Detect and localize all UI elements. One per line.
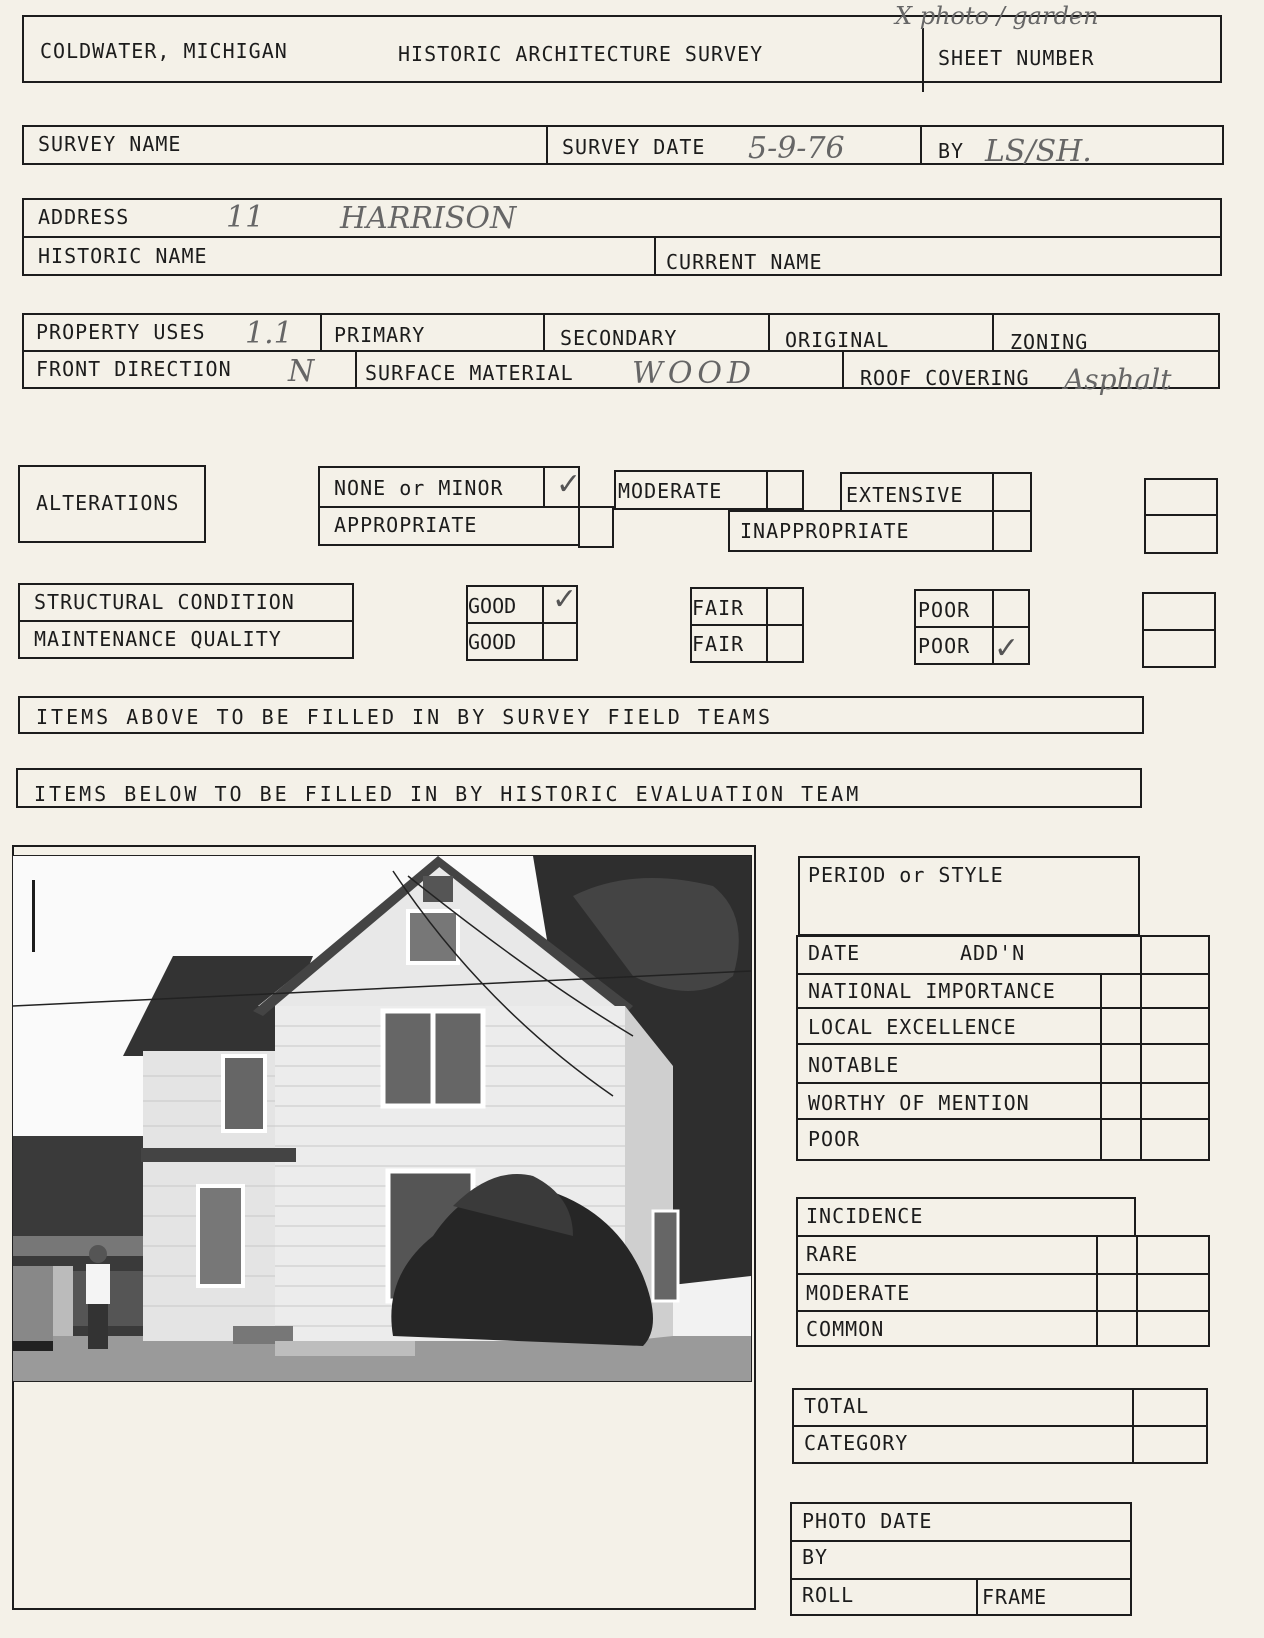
rating-poor: POOR: [808, 1127, 861, 1151]
alteration-none-minor: NONE or MINOR: [334, 476, 504, 500]
rating-local-excellence: LOCAL EXCELLENCE: [808, 1015, 1017, 1039]
primary-label: PRIMARY: [334, 323, 426, 347]
date-label: DATE: [808, 941, 861, 965]
incidence-moderate: MODERATE: [806, 1281, 911, 1305]
survey-date-label: SURVEY DATE: [562, 135, 706, 159]
total-label: TOTAL: [804, 1394, 870, 1418]
maintenance-poor: POOR: [918, 634, 971, 658]
period-style-label: PERIOD or STYLE: [808, 863, 1004, 887]
evaluation-team-text: ITEMS BELOW TO BE FILLED IN BY HISTORIC EVALUATION TEAM: [34, 782, 862, 806]
incidence-common: COMMON: [806, 1317, 885, 1341]
address-number: 11: [226, 200, 265, 235]
original-label: ORIGINAL: [785, 328, 890, 352]
survey-by-value: LS/SH.: [985, 134, 1092, 169]
maintenance-fair: FAIR: [692, 632, 745, 656]
structural-good: GOOD: [468, 594, 517, 618]
roof-covering-label: ROOF COVERING: [860, 366, 1030, 390]
alterations-label: ALTERATIONS: [36, 491, 180, 515]
structural-poor: POOR: [918, 598, 971, 622]
sheet-number-label: SHEET NUMBER: [938, 46, 1095, 70]
historic-name-label: HISTORIC NAME: [38, 244, 208, 268]
address-label: ADDRESS: [38, 205, 130, 229]
survey-title: HISTORIC ARCHITECTURE SURVEY: [398, 42, 764, 66]
top-note: X photo / garden: [895, 2, 1099, 30]
photo-date-label: PHOTO DATE: [802, 1509, 933, 1533]
rating-worthy-of-mention: WORTHY OF MENTION: [808, 1091, 1030, 1115]
house-photo: [12, 855, 752, 1382]
check-structural-good: ✓: [552, 582, 578, 617]
roof-covering-value: Asphalt: [1064, 363, 1172, 396]
rating-notable: NOTABLE: [808, 1053, 900, 1077]
incidence-rare: RARE: [806, 1242, 859, 1266]
survey-by-label: BY: [938, 139, 965, 163]
alteration-inappropriate: INAPPROPRIATE: [740, 519, 910, 543]
property-uses-label: PROPERTY USES: [36, 320, 206, 344]
field-teams-text: ITEMS ABOVE TO BE FILLED IN BY SURVEY FIELD TEAMS: [36, 705, 774, 729]
current-name-label: CURRENT NAME: [666, 250, 823, 274]
photo-by-label: BY: [802, 1545, 829, 1569]
city-label: COLDWATER, MICHIGAN: [40, 39, 288, 63]
survey-name-label: SURVEY NAME: [38, 132, 182, 156]
roll-label: ROLL: [802, 1583, 855, 1607]
alteration-moderate: MODERATE: [618, 479, 723, 503]
alteration-extensive: EXTENSIVE: [846, 483, 964, 507]
address-street: HARRISON: [340, 201, 517, 236]
secondary-label: SECONDARY: [560, 326, 678, 350]
check-none-minor: ✓: [556, 467, 582, 502]
check-maintenance-poor: ✓: [994, 631, 1020, 666]
surface-material-value: WOOD: [632, 356, 757, 391]
category-label: CATEGORY: [804, 1431, 909, 1455]
maintenance-good: GOOD: [468, 630, 517, 654]
zoning-label: ZONING: [1010, 330, 1089, 354]
addn-label: ADD'N: [960, 941, 1026, 965]
structural-condition-label: STRUCTURAL CONDITION: [34, 590, 295, 614]
structural-fair: FAIR: [692, 596, 745, 620]
rating-national-importance: NATIONAL IMPORTANCE: [808, 979, 1056, 1003]
front-direction-value: N: [288, 354, 315, 389]
incidence-label: INCIDENCE: [806, 1204, 924, 1228]
survey-date-value: 5-9-76: [748, 131, 845, 166]
property-uses-value: 1.1: [245, 316, 293, 351]
alteration-appropriate: APPROPRIATE: [334, 513, 478, 537]
surface-material-label: SURFACE MATERIAL: [365, 361, 574, 385]
maintenance-quality-label: MAINTENANCE QUALITY: [34, 627, 282, 651]
front-direction-label: FRONT DIRECTION: [36, 357, 232, 381]
frame-label: FRAME: [982, 1585, 1048, 1609]
